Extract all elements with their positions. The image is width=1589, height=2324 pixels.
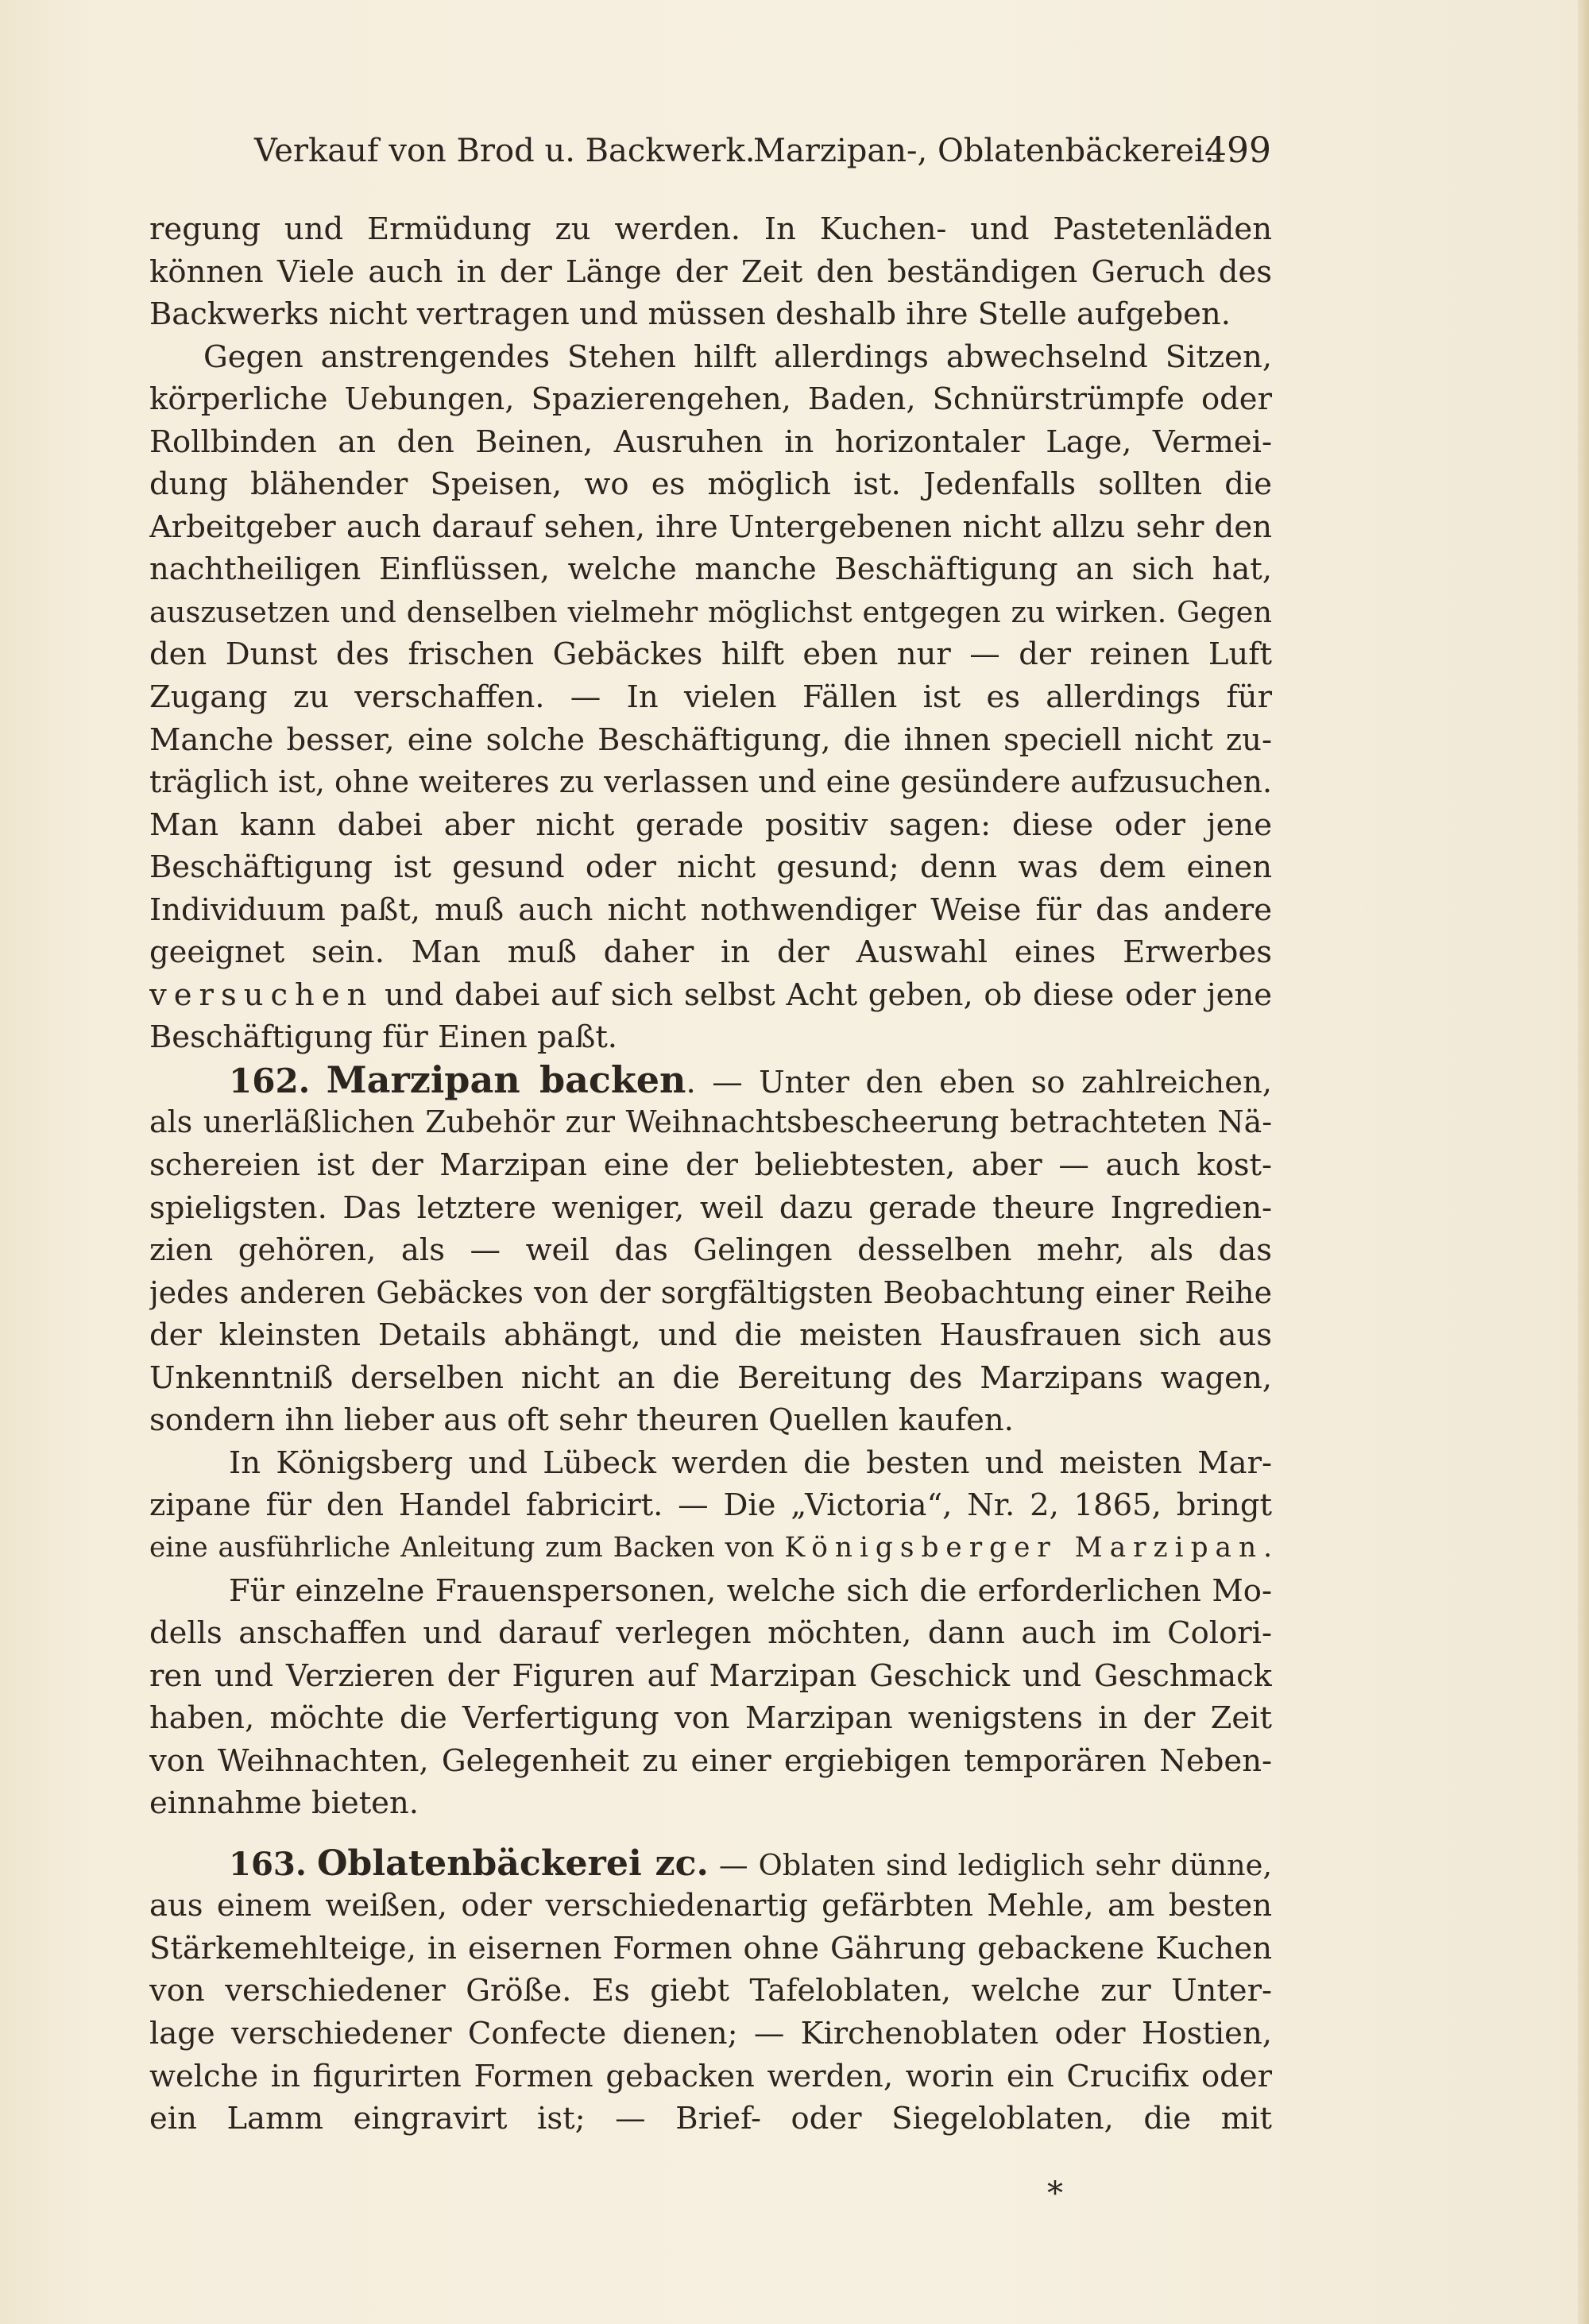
text-line: regung und Ermüdung zu werden. In Kuchen- und Pastetenläden xyxy=(149,211,1272,247)
text-line: spieligsten. Das letztere weniger, weil dazu gerade theure Ingredien- xyxy=(149,1189,1272,1226)
signature-mark: * xyxy=(1047,2175,1063,2212)
text-line: schereien ist der Marzipan eine der beliebtesten, aber — auch kost- xyxy=(149,1147,1272,1184)
text-line: Man kann dabei aber nicht gerade positiv sagen: diese oder jene xyxy=(149,806,1272,843)
text-line: eine ausführliche Anleitung zum Backen von Königsberger Marzipan. xyxy=(149,1531,1272,1564)
header-center: Marzipan-, Oblatenbäckerei. xyxy=(753,133,1215,169)
text-line: Gegen anstrengendes Stehen hilft allerdings abwechselnd Sitzen, xyxy=(203,338,1272,375)
text-line: dells anschaffen und darauf verlegen möchten, dann auch im Colori- xyxy=(149,1615,1272,1652)
text-line: aus einem weißen, oder verschiedenartig gefärbten Mehle, am besten xyxy=(149,1888,1272,1924)
section-heading-163: 163. Oblatenbäckerei zc. — Oblaten sind lediglich sehr dünne, xyxy=(229,1842,1272,1884)
text-line: träglich ist, ohne weiteres zu verlassen und eine gesündere aufzusuchen. xyxy=(149,764,1272,800)
text-line: auszusetzen und denselben vielmehr möglichst entgegen zu wirken. Gegen xyxy=(149,594,1272,629)
text-line: haben, möchte die Verfertigung von Marzipan wenigstens in der Zeit xyxy=(149,1700,1272,1737)
text-line: sondern ihn lieber aus oft sehr theuren Quellen kaufen. xyxy=(149,1402,1014,1439)
text-line: Beschäftigung für Einen paßt. xyxy=(149,1019,618,1056)
text-line: Backwerks nicht vertragen und müssen deshalb ihre Stelle aufgeben. xyxy=(149,296,1231,333)
text-line: der kleinsten Details abhängt, und die meisten Hausfrauen sich aus xyxy=(149,1317,1272,1354)
text-line: einnahme bieten. xyxy=(149,1785,419,1822)
text-line: Für einzelne Frauenspersonen, welche sich die erforderlichen Mo- xyxy=(229,1572,1272,1609)
page-edge xyxy=(1578,0,1589,2324)
text-line: den Dunst des frischen Gebäckes hilft eben nur — der reinen Luft xyxy=(149,636,1272,673)
text-line: als unerläßlichen Zubehör zur Weihnachtsbescheerung betrachteten Nä- xyxy=(149,1104,1272,1140)
section-number: 162. xyxy=(229,1061,311,1100)
section-heading-162: 162. Marzipan backen. — Unter den eben so zahlreichen, xyxy=(229,1058,1272,1101)
page-number: 499 xyxy=(1204,130,1271,171)
header-left: Verkauf von Brod u. Backwerk. xyxy=(254,133,756,169)
text-line: dung blähender Speisen, wo es möglich ist. Jedenfalls sollten die xyxy=(149,466,1272,503)
text-line: können Viele auch in der Länge der Zeit den beständigen Geruch des xyxy=(149,253,1272,290)
text-line: Stärkemehlteige, in eisernen Formen ohne Gährung gebackene Kuchen xyxy=(149,1930,1272,1966)
running-header xyxy=(254,129,1271,173)
text-line: versuchen und dabei auf sich selbst Acht geben, ob diese oder jene xyxy=(149,976,1272,1013)
text-line: Rollbinden an den Beinen, Ausruhen in horizontaler Lage, Vermei- xyxy=(149,423,1272,460)
text-line: von Weihnachten, Gelegenheit zu einer ergiebigen temporären Neben- xyxy=(149,1742,1272,1779)
text-line: Individuum paßt, muß auch nicht nothwendiger Weise für das andere xyxy=(149,891,1272,928)
section-title: Oblatenbäckerei zc. xyxy=(316,1842,709,1884)
text-line: lage verschiedener Confecte dienen; — Kirchenoblaten oder Hostien, xyxy=(149,2015,1272,2051)
text-line: ein Lamm eingravirt ist; — Brief- oder Siegeloblaten, die mit xyxy=(149,2101,1272,2137)
text-line: von verschiedener Größe. Es giebt Tafeloblaten, welche zur Unter- xyxy=(149,1973,1272,2009)
text-line: ren und Verzieren der Figuren auf Marzipan Geschick und Geschmack xyxy=(149,1657,1272,1694)
text-line: Beschäftigung ist gesund oder nicht gesund; denn was dem einen xyxy=(149,849,1272,886)
body-text xyxy=(149,208,1272,2140)
text-line: Unkenntniß derselben nicht an die Bereitung des Marzipans wagen, xyxy=(149,1359,1272,1396)
text-line: geeignet sein. Man muß daher in der Auswahl eines Erwerbes xyxy=(149,934,1272,971)
text-line: Zugang zu verschaffen. — In vielen Fällen ist es allerdings für xyxy=(149,679,1272,716)
text-line: Arbeitgeber auch darauf sehen, ihre Untergebenen nicht allzu sehr den xyxy=(149,508,1272,545)
section-title: Marzipan backen xyxy=(326,1058,686,1101)
text-line: körperliche Uebungen, Spazierengehen, Baden, Schnürstrümpfe oder xyxy=(149,381,1272,418)
text-line: Manche besser, eine solche Beschäftigung, die ihnen speciell nicht zu- xyxy=(149,721,1272,758)
spaced-emphasis: Königsberger Marzipan xyxy=(784,1531,1264,1564)
text-line: zipane für den Handel fabricirt. — Die „Victoria“, Nr. 2, 1865, bringt xyxy=(149,1487,1272,1524)
text-line: nachtheiligen Einflüssen, welche manche Beschäftigung an sich hat, xyxy=(149,551,1272,588)
text-line: zien gehören, als — weil das Gelingen desselben mehr, als das xyxy=(149,1232,1272,1269)
text-line: welche in figurirten Formen gebacken werden, worin ein Crucifix oder xyxy=(149,2058,1272,2094)
text-line: In Königsberg und Lübeck werden die besten und meisten Mar- xyxy=(229,1444,1272,1481)
spaced-emphasis: versuchen xyxy=(149,976,374,1013)
section-number: 163. xyxy=(229,1845,307,1883)
text-line: jedes anderen Gebäckes von der sorgfältigsten Beobachtung einer Reihe xyxy=(149,1274,1272,1310)
